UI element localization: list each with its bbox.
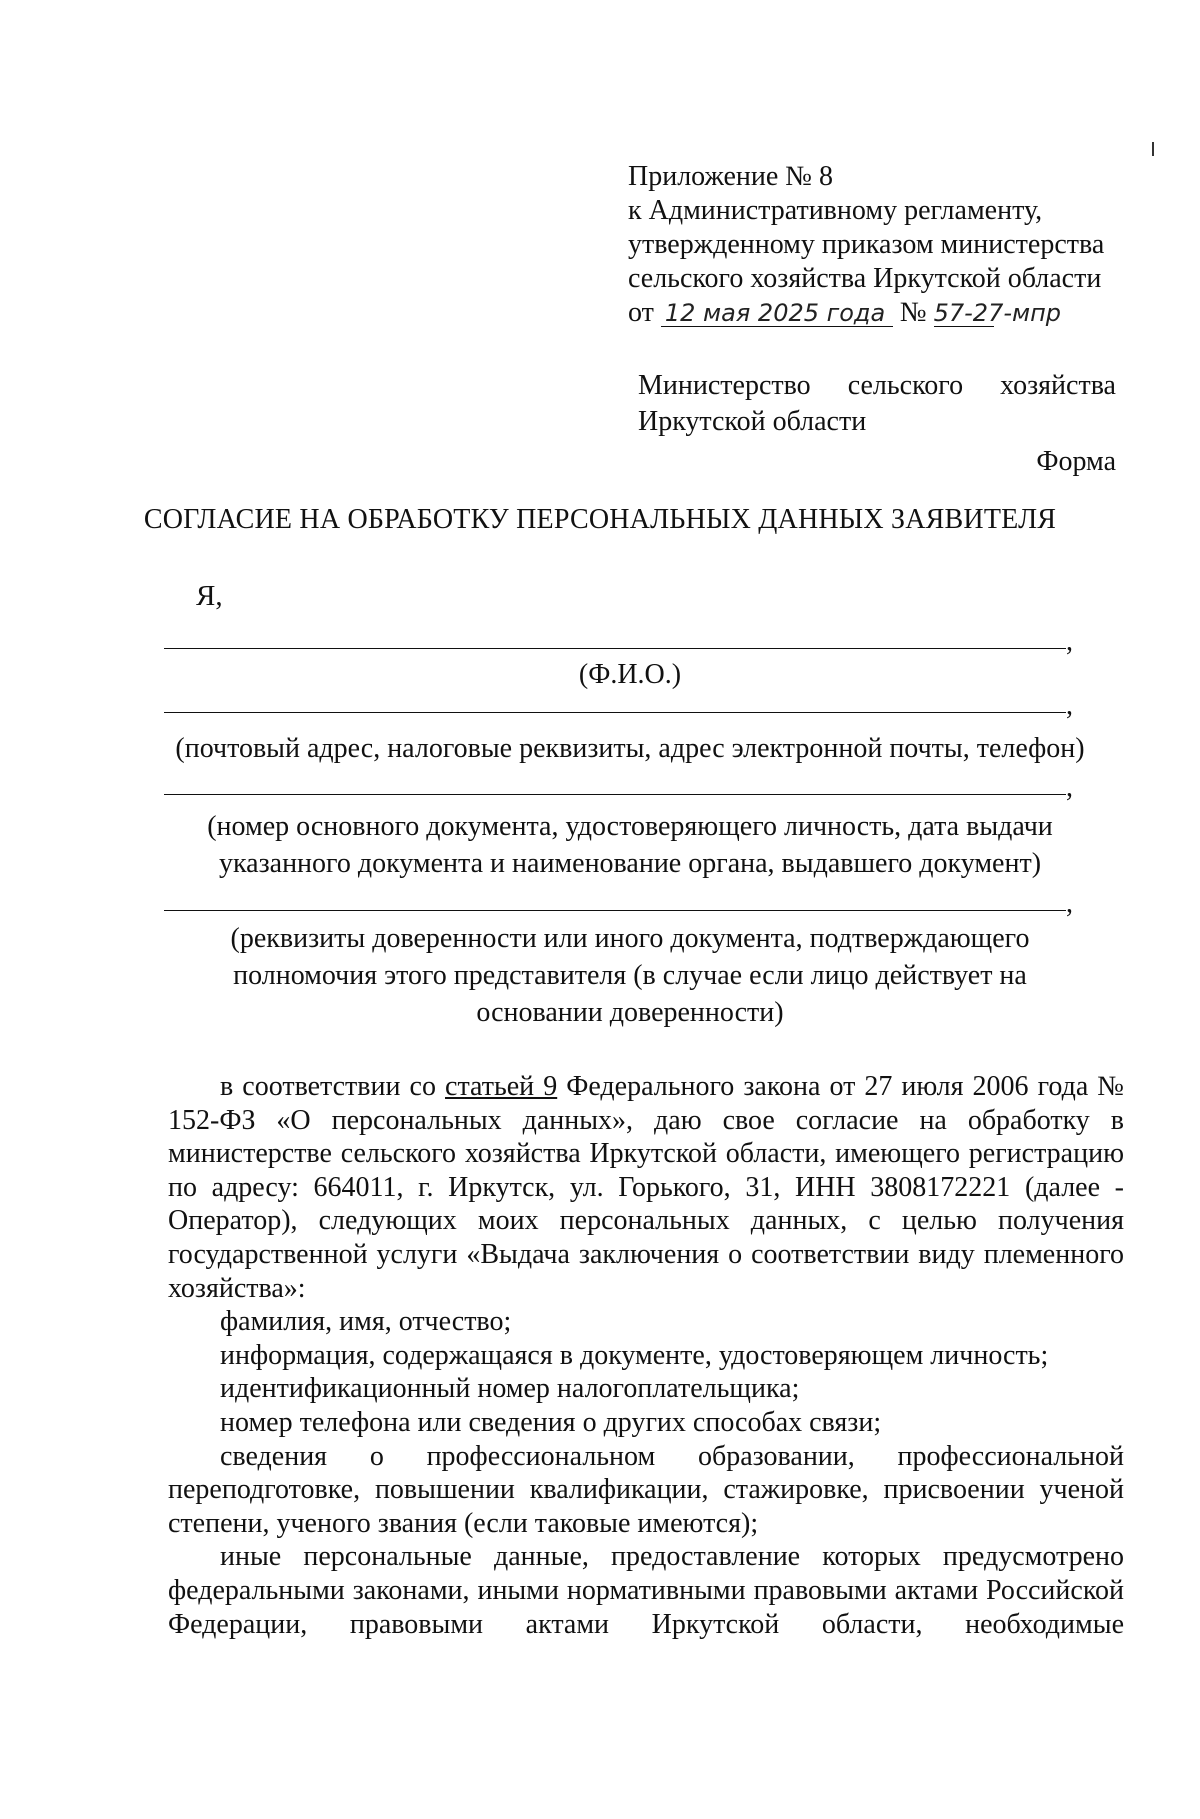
appendix-line-4: сельского хозяйства Иркутской области xyxy=(628,263,1102,294)
poa-caption xyxy=(140,920,1120,1031)
order-number-handwritten: 57-27-мпр xyxy=(933,299,1062,327)
addressee-block xyxy=(638,368,1116,440)
margin-mark xyxy=(1152,142,1154,156)
order-date-number-line xyxy=(628,296,1128,330)
addressee-line-2: Иркутской области xyxy=(638,406,867,437)
address-comma: , xyxy=(1066,690,1073,721)
paragraph-text-before-link: в соответствии со xyxy=(220,1071,446,1102)
list-item: информация, содержащаяся в документе, удостоверяющем личность; xyxy=(220,1339,1049,1371)
consent-paragraph xyxy=(168,1070,1124,1305)
list-item: номер телефона или сведения о других способах связи; xyxy=(220,1406,882,1438)
address-input-line[interactable] xyxy=(164,712,1066,713)
consent-body xyxy=(168,1070,1124,1641)
poa-caption-line-2: полномочия этого представителя (в случае если лицо действует на xyxy=(233,960,1027,991)
appendix-number: Приложение № 8 xyxy=(628,161,833,192)
addressee-word-2: сельского xyxy=(847,370,964,401)
id-document-comma: , xyxy=(1066,772,1073,803)
form-label: Форма xyxy=(1036,446,1116,477)
poa-input-line[interactable] xyxy=(164,910,1066,911)
list-item: иные персональные данные, предоставление которых предусмотрено федеральными законами, иными нормативными правовыми актами Российской Федерации, правовыми актами Иркутской области, необходимые xyxy=(168,1541,1124,1640)
appendix-header xyxy=(628,160,1128,330)
poa-caption-line-3: основании доверенности) xyxy=(476,997,784,1028)
list-item: идентификационный номер налогоплательщика; xyxy=(220,1373,800,1405)
appendix-line-3: утвержденному приказом министерства xyxy=(628,229,1105,260)
fio-comma: , xyxy=(1066,626,1073,657)
address-caption: (почтовый адрес, налоговые реквизиты, адрес электронной почты, телефон) xyxy=(175,733,1085,764)
poa-comma: , xyxy=(1066,888,1073,919)
id-document-caption xyxy=(140,808,1120,882)
id-document-caption-line-1: (номер основного документа, удостоверяющего личность, дата выдачи xyxy=(207,811,1053,842)
list-item: фамилия, имя, отчество; xyxy=(220,1306,512,1338)
fio-input-line[interactable] xyxy=(164,648,1066,649)
paragraph-text-after-link: Федерального закона от 27 июля 2006 года № 152-ФЗ «О персональных данных», даю свое согласие на обработку в министерстве сельского хозяйства Иркутской области, имеющего регистрацию по адресу: 664011, г. Иркутск, ул. Горького, 31, ИНН 3808172221 (далее - Оператор), следующих моих персональных данных, с целью получения государственной услуги «Выдача заключения о соответствии виду племенного хозяйства»: xyxy=(168,1071,1125,1304)
number-label: № xyxy=(899,297,927,328)
ya-label: Я, xyxy=(196,580,223,612)
list-item: сведения о профессиональном образовании, профессиональной переподготовке, повышении квалификации, стажировке, присвоении ученой степени, ученого звания (если таковые имеются); xyxy=(168,1440,1124,1539)
poa-caption-line-1: (реквизиты доверенности или иного документа, подтверждающего xyxy=(230,923,1030,954)
from-label: от xyxy=(628,297,654,328)
appendix-line-2: к Административному регламенту, xyxy=(628,195,1043,226)
id-document-input-line[interactable] xyxy=(164,794,1066,795)
addressee-line-1 xyxy=(638,368,1116,404)
id-document-caption-line-2: указанного документа и наименование органа, выдавшего документ) xyxy=(218,848,1042,879)
addressee-word-3: хозяйства xyxy=(1000,370,1116,401)
addressee-word-1: Министерство xyxy=(638,370,811,401)
order-date-handwritten: 12 мая 2025 года xyxy=(661,300,893,327)
law-article-link[interactable]: статьей 9 xyxy=(445,1071,558,1102)
document-title: СОГЛАСИЕ НА ОБРАБОТКУ ПЕРСОНАЛЬНЫХ ДАННЫХ ЗАЯВИТЕЛЯ xyxy=(143,504,1057,535)
fio-caption: (Ф.И.О.) xyxy=(578,659,682,690)
